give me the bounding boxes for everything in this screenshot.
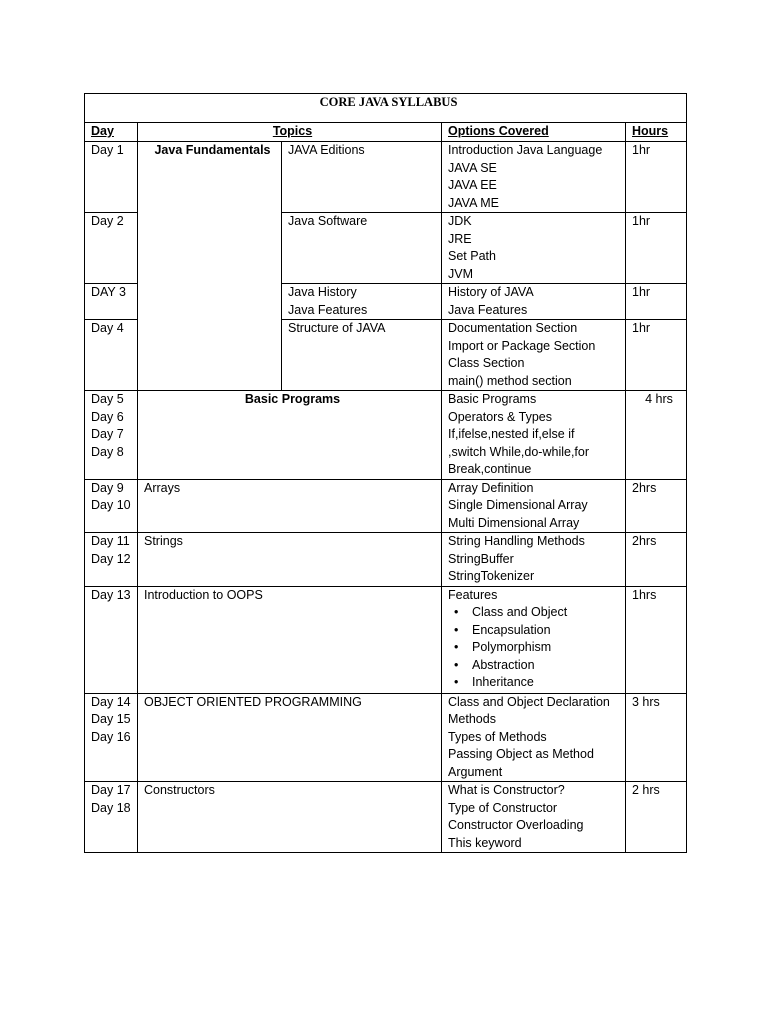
hours-cell: 2 hrs bbox=[626, 782, 687, 853]
day-cell: Day 5 Day 6 Day 7 Day 8 bbox=[85, 391, 138, 480]
hours-cell: 2hrs bbox=[626, 533, 687, 587]
bullet-item: • Polymorphism bbox=[448, 639, 625, 657]
table-row bbox=[85, 693, 687, 782]
hours-cell: 1hr bbox=[626, 142, 687, 213]
options-cell: String Handling Methods StringBuffer StringTokenizer bbox=[442, 533, 626, 587]
topic-cell: Introduction to OOPS bbox=[138, 586, 442, 693]
day-cell: Day 4 bbox=[85, 320, 138, 391]
options-cell: Features • Class and Object • Encapsulation • Polymorphism • Abstraction • Inheritance bbox=[442, 586, 626, 693]
options-cell: History of JAVA Java Features bbox=[442, 284, 626, 320]
day-cell: Day 13 bbox=[85, 586, 138, 693]
header-topics: Topics bbox=[138, 123, 442, 142]
options-cell: Documentation Section Import or Package Section Class Section main() method section bbox=[442, 320, 626, 391]
bullet-item: • Encapsulation bbox=[448, 622, 625, 640]
day-cell: Day 17 Day 18 bbox=[85, 782, 138, 853]
topic-cell: Strings bbox=[138, 533, 442, 587]
table-row bbox=[85, 586, 687, 693]
basic-programs-cell: Basic Programs bbox=[138, 391, 442, 480]
page-title: CORE JAVA SYLLABUS bbox=[85, 94, 687, 123]
day-cell: DAY 3 bbox=[85, 284, 138, 320]
table-row bbox=[85, 142, 687, 213]
hours-cell: 1hrs bbox=[626, 586, 687, 693]
topic-cell: OBJECT ORIENTED PROGRAMMING bbox=[138, 693, 442, 782]
hours-cell: 4 hrs bbox=[626, 391, 687, 480]
hours-cell: 3 hrs bbox=[626, 693, 687, 782]
table-row bbox=[85, 479, 687, 533]
options-cell: Basic Programs Operators & Types If,ifelse,nested if,else if ,switch While,do-while,for Break,continue bbox=[442, 391, 626, 480]
day-cell: Day 1 bbox=[85, 142, 138, 213]
table-row bbox=[85, 782, 687, 853]
day-cell: Day 2 bbox=[85, 213, 138, 284]
subtopic-cell: JAVA Editions bbox=[282, 142, 442, 213]
hours-cell: 1hr bbox=[626, 320, 687, 391]
day-cell: Day 14 Day 15 Day 16 bbox=[85, 693, 138, 782]
hours-cell: 1hr bbox=[626, 213, 687, 284]
header-hours: Hours bbox=[626, 123, 687, 142]
table-row bbox=[85, 533, 687, 587]
subtopic-cell: Java Software bbox=[282, 213, 442, 284]
options-cell: Array Definition Single Dimensional Array Multi Dimensional Array bbox=[442, 479, 626, 533]
header-day: Day bbox=[85, 123, 138, 142]
bullet-item: • Class and Object bbox=[448, 604, 625, 622]
topic-cell: Arrays bbox=[138, 479, 442, 533]
title-row bbox=[85, 94, 687, 123]
options-cell: Introduction Java Language JAVA SE JAVA EE JAVA ME bbox=[442, 142, 626, 213]
options-cell: What is Constructor? Type of Constructor Constructor Overloading This keyword bbox=[442, 782, 626, 853]
hours-cell: 2hrs bbox=[626, 479, 687, 533]
header-row bbox=[85, 123, 687, 142]
table-row bbox=[85, 391, 687, 480]
bullet-item: • Abstraction bbox=[448, 657, 625, 675]
bullet-item: • Inheritance bbox=[448, 674, 625, 692]
options-cell: JDK JRE Set Path JVM bbox=[442, 213, 626, 284]
subtopic-cell: Java History Java Features bbox=[282, 284, 442, 320]
java-fundamentals-cell: Java Fundamentals bbox=[138, 142, 282, 391]
subtopic-cell: Structure of JAVA bbox=[282, 320, 442, 391]
options-cell: Class and Object Declaration Methods Types of Methods Passing Object as Method Argument bbox=[442, 693, 626, 782]
header-options: Options Covered bbox=[442, 123, 626, 142]
hours-cell: 1hr bbox=[626, 284, 687, 320]
topic-cell: Constructors bbox=[138, 782, 442, 853]
syllabus-table bbox=[84, 93, 687, 853]
day-cell: Day 11 Day 12 bbox=[85, 533, 138, 587]
day-cell: Day 9 Day 10 bbox=[85, 479, 138, 533]
